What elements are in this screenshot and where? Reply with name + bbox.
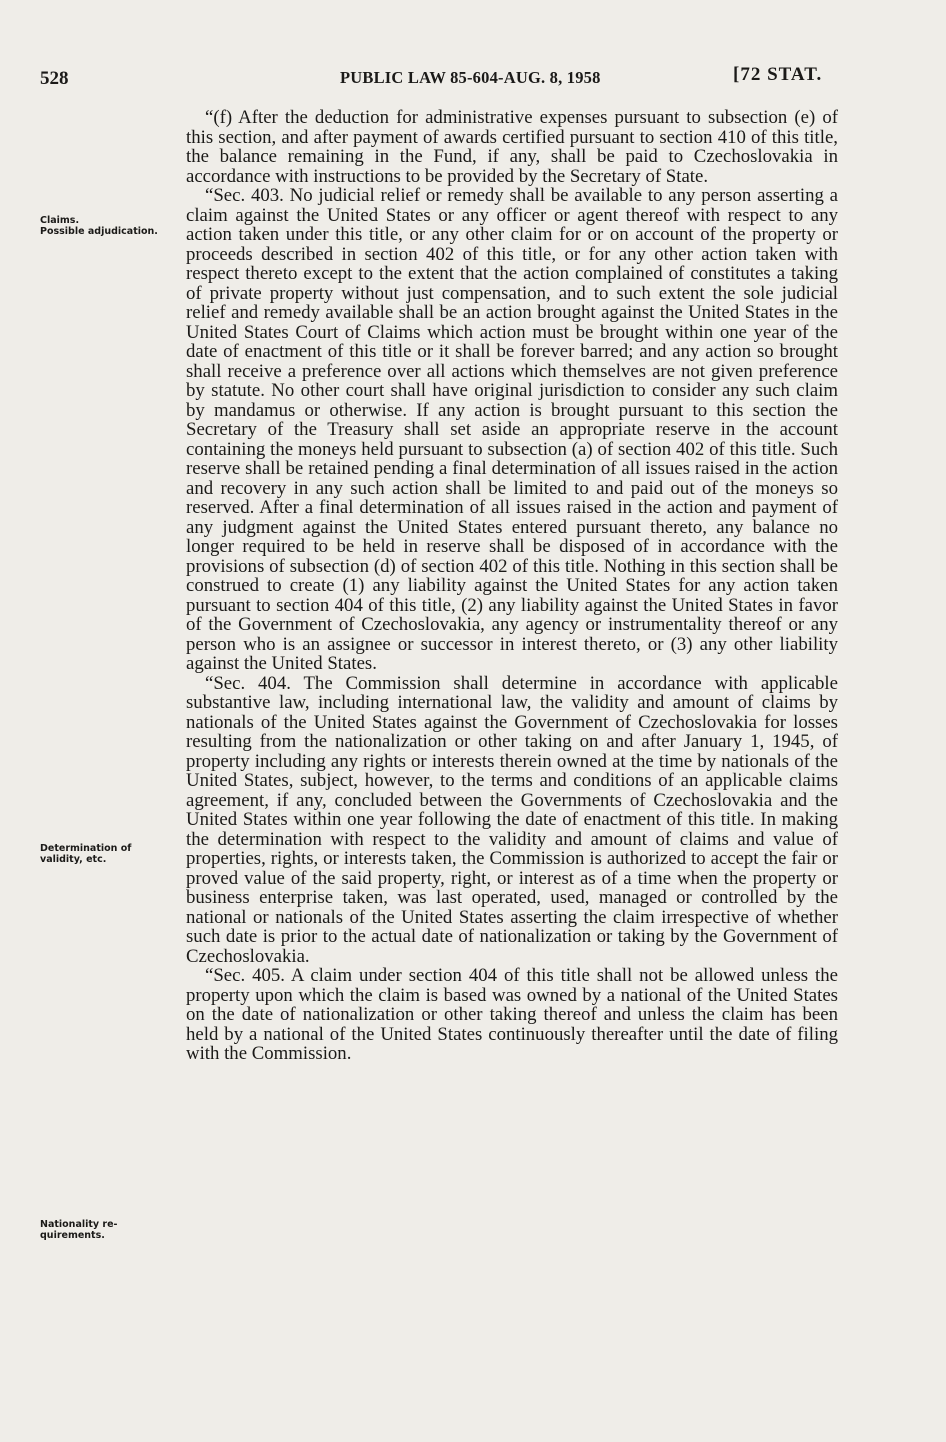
section-text: No judicial relief or remedy shall be available to any person asserting a claim against the United States or any officer or agent thereof with respect to any action taken under this title, or any other claim for or on account of the property or proceeds described in section 402 of this title, or for any other action taken with respect thereto except to the extent that the action complained of constitutes a taking of private property without just compensation, and to such extent the sole judicial relief and remedy available shall be an action brought against the United States in the United States Court of Claims which action must be brought within one year of the date of enactment of this title or it shall be forever barred; and any action so brought shall receive a preference over all actions which themselves are not given preference by statute. No other court shall have original jurisdiction to consider any such claim by mandamus or otherwise. If any action is brought pursuant to this section the Secretary of the Treasury shall set aside an appropriate reserve in the account containing the moneys held pursuant to subsection (a) of section 402 of this title. Such reserve shall be retained pending a final determination of all issues raised in the action and recovery in any such action shall be limited to and paid out of the moneys so reserved. After a final determination of all issues raised in the action and payment of any judgment against the United States entered pursuant thereto, any balance no longer required to be held in reserve shall be disposed of in accordance with the provisions of subsection (d) of section 402 of this title. Nothing in this section shall be construed to create (1) any liability against the United States for any action taken pursuant to section 404 of this title, (2) any liability against the United States in favor of the Government of Czechoslovakia, any agency or instrumentality thereof or any person who is an assignee or successor in interest thereto, or (3) any other liability against the United States. bbox=[186, 185, 838, 674]
body-text bbox=[186, 108, 838, 1064]
page-number: 528 bbox=[40, 68, 69, 89]
margin-note-claims bbox=[40, 215, 180, 237]
statute-reference: [72 STAT. bbox=[733, 64, 823, 85]
paragraph-sec-405 bbox=[186, 966, 838, 1064]
section-text: The Commission shall determine in accordance with applicable substantive law, including international law, the validity and amount of claims by nationals of the United States against the Government of Czechoslovakia for losses resulting from the nationalization or other taking on and after January 1, 1945, of property including any rights or interests therein owned at the time by nationals of the United States, subject, however, to the terms and conditions of an applicable claims agreement, if any, concluded between the Governments of Czechoslovakia and the United States within one year following the date of enactment of this title. In making the determination with respect to the validity and amount of claims and value of properties, rights, or interests taken, the Commission is authorized to accept the fair or proved value of the said property, right, or interest as of a time when the property or business enterprise taken, was last operated, used, managed or controlled by the national or nationals of the United States asserting the claim irrespective of whether such date is prior to the actual date of nationalization or taking by the Government of Czechoslovakia. bbox=[186, 672, 838, 967]
paragraph-subsection-f: “(f) After the deduction for administrative expenses pursuant to subsection (e) of this section, and after payment of awards certified pursuant to section 410 of this title, the balance remaining in the Fund, if any, shall be paid to Czechoslovakia in accordance with instructions to be provided by the Secretary of State. bbox=[186, 107, 838, 187]
margin-note-determination bbox=[40, 843, 180, 865]
margin-note-line: Determination of bbox=[40, 843, 132, 854]
section-label: “Sec. 403. bbox=[205, 185, 284, 206]
paragraph-sec-403 bbox=[186, 186, 838, 674]
margin-note-nationality bbox=[40, 1219, 180, 1241]
section-label: “Sec. 405. bbox=[205, 965, 285, 986]
margin-note-line: validity, etc. bbox=[40, 854, 107, 865]
running-head: PUBLIC LAW 85-604-AUG. 8, 1958 bbox=[340, 68, 601, 87]
margin-note-line: quirements. bbox=[40, 1230, 105, 1241]
margin-note-line: Claims. bbox=[40, 215, 80, 226]
paragraph-sec-404 bbox=[186, 674, 838, 967]
section-label: “Sec. 404. bbox=[205, 672, 291, 694]
margin-note-line: Possible adjudication. bbox=[40, 226, 158, 237]
margin-note-line: Nationality re- bbox=[40, 1219, 118, 1230]
section-text: A claim under section 404 of this title shall not be allowed unless the property upon which the claim is based was owned by a national of the United States on the date of nationalization or other taking thereof and unless the claim has been held by a national of the United States continuously thereafter until the date of filing with the Commission. bbox=[186, 965, 838, 1064]
